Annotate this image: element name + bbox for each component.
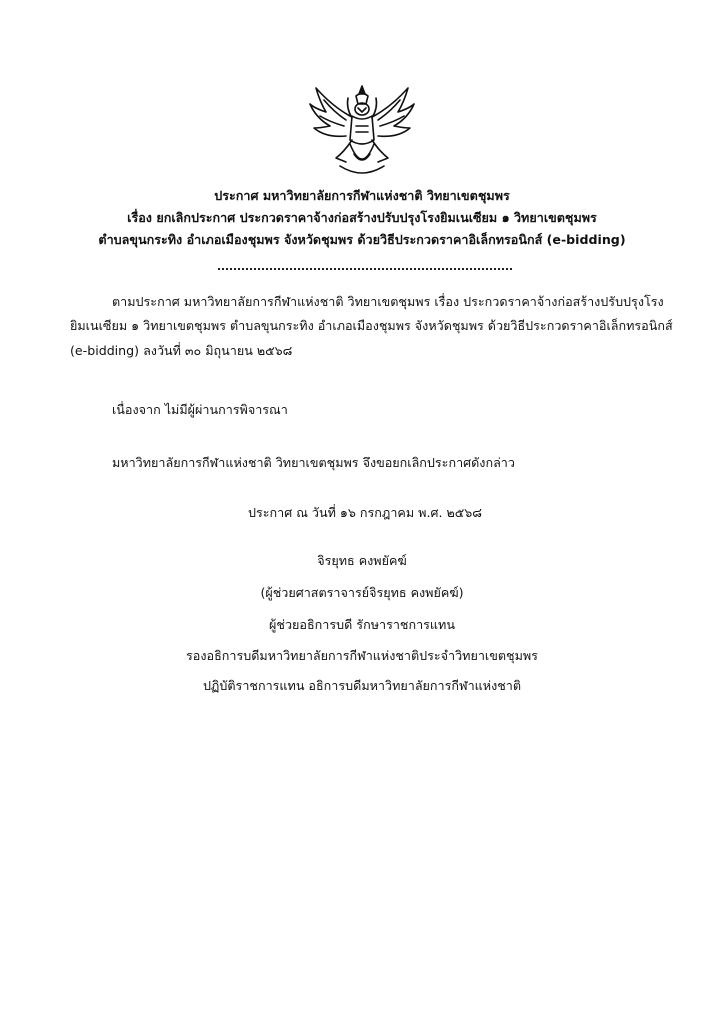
signer-full-name: (ผู้ช่วยศาสตราจารย์จิรยุทธ คงพยัคฆ์) xyxy=(260,585,464,600)
paragraph-1-line-3: (e-bidding) ลงวันที่ ๓๐ มิถุนายน ๒๕๖๘ xyxy=(70,343,293,358)
paragraph-1-line-2: ยิมเนเซียม ๑ วิทยาเขตชุมพร ตำบลขุนกระทิง อำเภอเมืองชุมพร จังหวัดชุมพร ด้วยวิธีประกวดราคาอิเล็กทรอนิกส์ xyxy=(70,318,673,333)
dotted-separator xyxy=(218,264,512,270)
announcement-subject-continued: ตำบลขุนกระทิง อำเภอเมืองชุมพร จังหวัดชุมพร ด้วยวิธีประกวดราคาอิเล็กทรอนิกส์ (e-bidding) xyxy=(98,232,626,247)
announcement-date: ประกาศ ณ วันที่ ๑๖ กรกฎาคม พ.ศ. ๒๕๖๘ xyxy=(248,505,482,520)
paragraph-2: เนื่องจาก ไม่มีผู้ผ่านการพิจารณา xyxy=(112,402,288,417)
paragraph-1-line-1: ตามประกาศ มหาวิทยาลัยการกีฬาแห่งชาติ วิทยาเขตชุมพร เรื่อง ประกวดราคาจ้างก่อสร้างปรับปรุงโรง xyxy=(112,294,664,309)
paragraph-3: มหาวิทยาลัยการกีฬาแห่งชาติ วิทยาเขตชุมพร จึงขอยกเลิกประกาศดังกล่าว xyxy=(112,455,515,470)
signer-name: จิรยุทธ คงพยัคฆ์ xyxy=(317,553,407,568)
signer-position-2: รองอธิการบดีมหาวิทยาลัยการกีฬาแห่งชาติประจำวิทยาเขตชุมพร xyxy=(186,648,538,663)
signer-position-3: ปฏิบัติราชการแทน อธิการบดีมหาวิทยาลัยการกีฬาแห่งชาติ xyxy=(202,678,522,693)
signer-position-1: ผู้ช่วยอธิการบดี รักษาราชการแทน xyxy=(269,617,455,632)
announcement-heading: ประกาศ มหาวิทยาลัยการกีฬาแห่งชาติ วิทยาเขตชุมพร xyxy=(214,188,510,203)
announcement-subject: เรื่อง ยกเลิกประกาศ ประกวดราคาจ้างก่อสร้างปรับปรุงโรงยิมเนเซียม ๑ วิทยาเขตชุมพร xyxy=(127,210,597,225)
garuda-emblem-icon xyxy=(306,82,418,182)
